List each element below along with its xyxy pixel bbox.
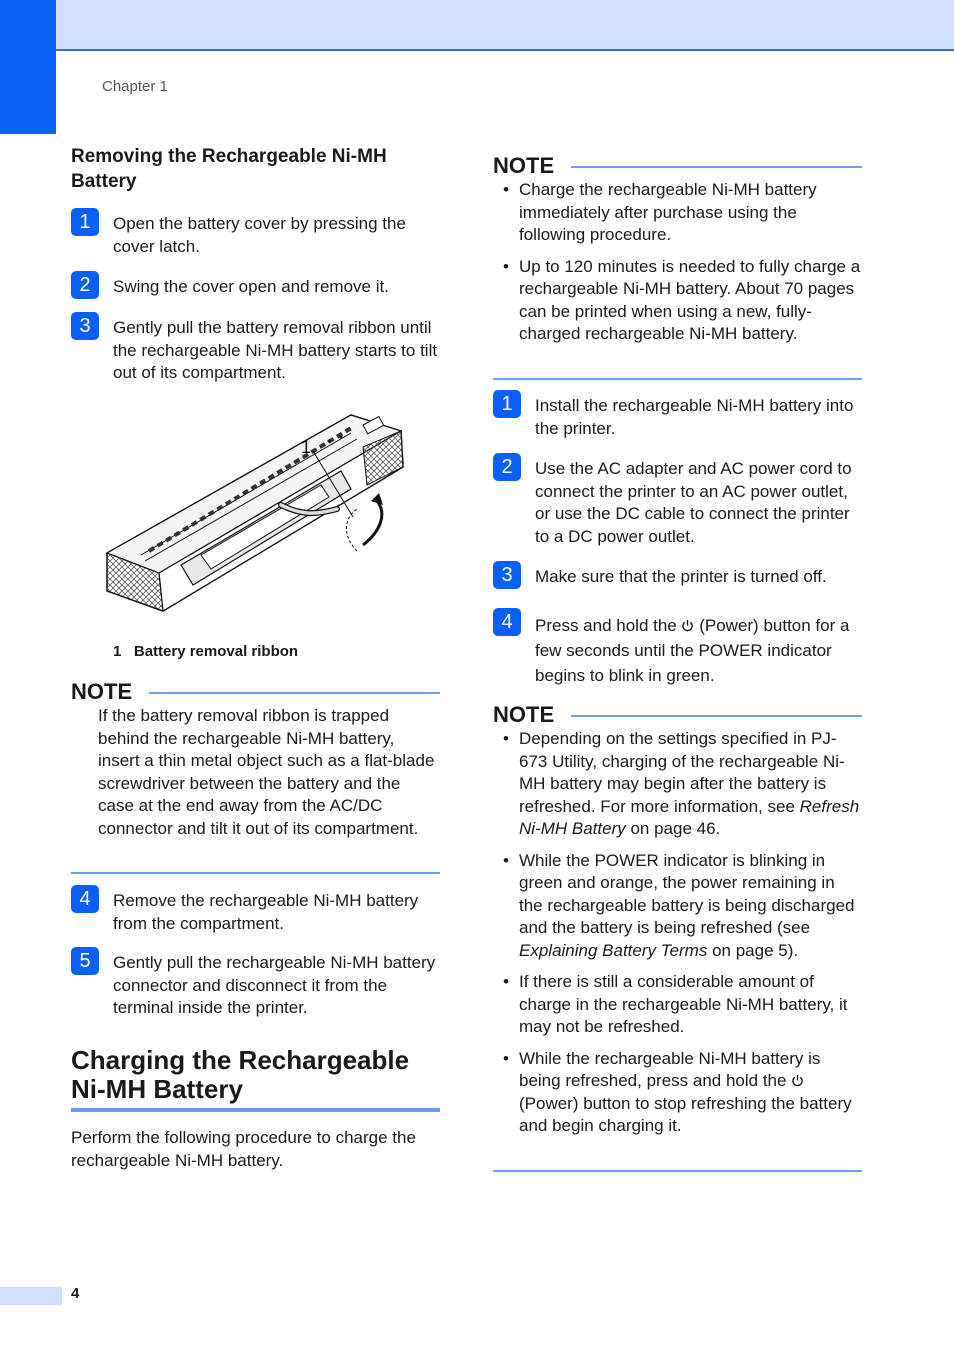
chapter-tab <box>0 0 56 134</box>
chapter-label: Chapter 1 <box>102 78 168 95</box>
step-text: Remove the rechargeable Ni-MH battery from the compartment. <box>113 891 419 933</box>
caption-number: 1 <box>113 643 122 660</box>
note-rule <box>571 715 862 717</box>
note-text: If the battery removal ribbon is trapped behind the rechargeable Ni-MH battery, insert a thin metal object such as a flat-blade screwdriver between the battery and the case at the end away from the AC/DC connector and tilt it out of its compartment. <box>98 706 435 838</box>
note-bullet: • If there is still a considerable amount of charge in the rechargeable Ni-MH battery, it may not be refreshed. <box>503 971 862 1039</box>
note-end-rule <box>493 378 862 380</box>
intro-text: Perform the following procedure to charge the rechargeable Ni-MH battery. <box>71 1128 416 1170</box>
note-header <box>493 153 862 179</box>
step-text: Press and hold the (Power) button for a few seconds until the POWER indicator begins to blink in green. <box>535 616 850 685</box>
step-1 <box>493 395 862 440</box>
note-bullets <box>503 728 862 1147</box>
step-number: 1 <box>493 390 521 418</box>
step-text: Make sure that the printer is turned off. <box>535 567 827 586</box>
step-3 <box>493 566 862 589</box>
step-text: Use the AC adapter and AC power cord to connect the printer to an AC power outlet, or use the DC cable to connect the printer to a DC power outlet. <box>535 459 852 546</box>
page-number: 4 <box>71 1285 80 1302</box>
step-1 <box>71 213 440 258</box>
note-header <box>493 702 862 728</box>
step-number: 2 <box>493 453 521 481</box>
cross-reference: Refresh Ni-MH Battery <box>519 796 860 838</box>
step-text: Open the battery cover by pressing the cover latch. <box>113 214 406 256</box>
note-bullet: • Depending on the settings specified in PJ-673 Utility, charging of the rechargeable Ni-MH battery may begin after the battery is refreshed. For more information, see Refresh Ni-MH Battery on page 46. <box>503 728 862 841</box>
note-bullet: • Charge the rechargeable Ni-MH battery immediately after purchase using the following procedure. <box>503 179 862 247</box>
step-5 <box>71 952 440 1020</box>
step-text: Gently pull the battery removal ribbon until the rechargeable Ni-MH battery starts to tilt out of its compartment. <box>113 318 438 382</box>
note-rule <box>149 692 440 694</box>
section-heading: Charging the Rechargeable Ni-MH Battery <box>71 1045 410 1104</box>
note-label: NOTE <box>71 679 148 704</box>
step-number: 3 <box>71 312 99 340</box>
step-number: 3 <box>493 561 521 589</box>
cross-reference: Explaining Battery Terms <box>519 940 708 960</box>
note-header <box>71 679 440 705</box>
note-label: NOTE <box>493 702 570 727</box>
printer-illustration <box>101 405 411 617</box>
step-number: 2 <box>71 271 99 299</box>
note-bullet: • While the POWER indicator is blinking in green and orange, the power remaining in the rechargeable battery is being discharged and the battery is being refreshed (see Explaining Battery Terms on page 5). <box>503 850 862 963</box>
step-4 <box>493 613 862 688</box>
step-text: Swing the cover open and remove it. <box>113 277 389 296</box>
header-band <box>0 0 954 51</box>
step-text: Install the rechargeable Ni-MH battery into the printer. <box>535 396 854 438</box>
figure-callout: 1 <box>301 437 312 457</box>
heading-rule <box>71 1108 440 1112</box>
step-number: 4 <box>493 608 521 636</box>
note-end-rule <box>493 1170 862 1172</box>
note-bullets <box>503 179 862 355</box>
step-2 <box>71 276 440 299</box>
power-icon <box>681 619 694 632</box>
note-bullet: • Up to 120 minutes is needed to fully charge a rechargeable Ni-MH battery. About 70 pages can be printed when using a new, fully-charged rechargeable Ni-MH battery. <box>503 256 862 346</box>
note-rule <box>571 166 862 168</box>
power-icon <box>791 1074 804 1087</box>
step-number: 4 <box>71 885 99 913</box>
page-number-bar <box>0 1287 62 1305</box>
step-4 <box>71 890 440 935</box>
step-2 <box>493 458 862 548</box>
step-number: 5 <box>71 947 99 975</box>
step-number: 1 <box>71 208 99 236</box>
figure-caption <box>113 643 298 660</box>
section-title: Removing the Rechargeable Ni-MH Battery <box>71 146 387 192</box>
note-bullet: • While the rechargeable Ni-MH battery is being refreshed, press and hold the (Power) button to stop refreshing the battery and begin charging it. <box>503 1048 862 1138</box>
step-3 <box>71 317 440 385</box>
note-end-rule <box>71 872 440 874</box>
note-label: NOTE <box>493 153 570 178</box>
caption-text: Battery removal ribbon <box>133 643 299 660</box>
step-text: Gently pull the rechargeable Ni-MH battery connector and disconnect it from the terminal inside the printer. <box>113 953 436 1017</box>
